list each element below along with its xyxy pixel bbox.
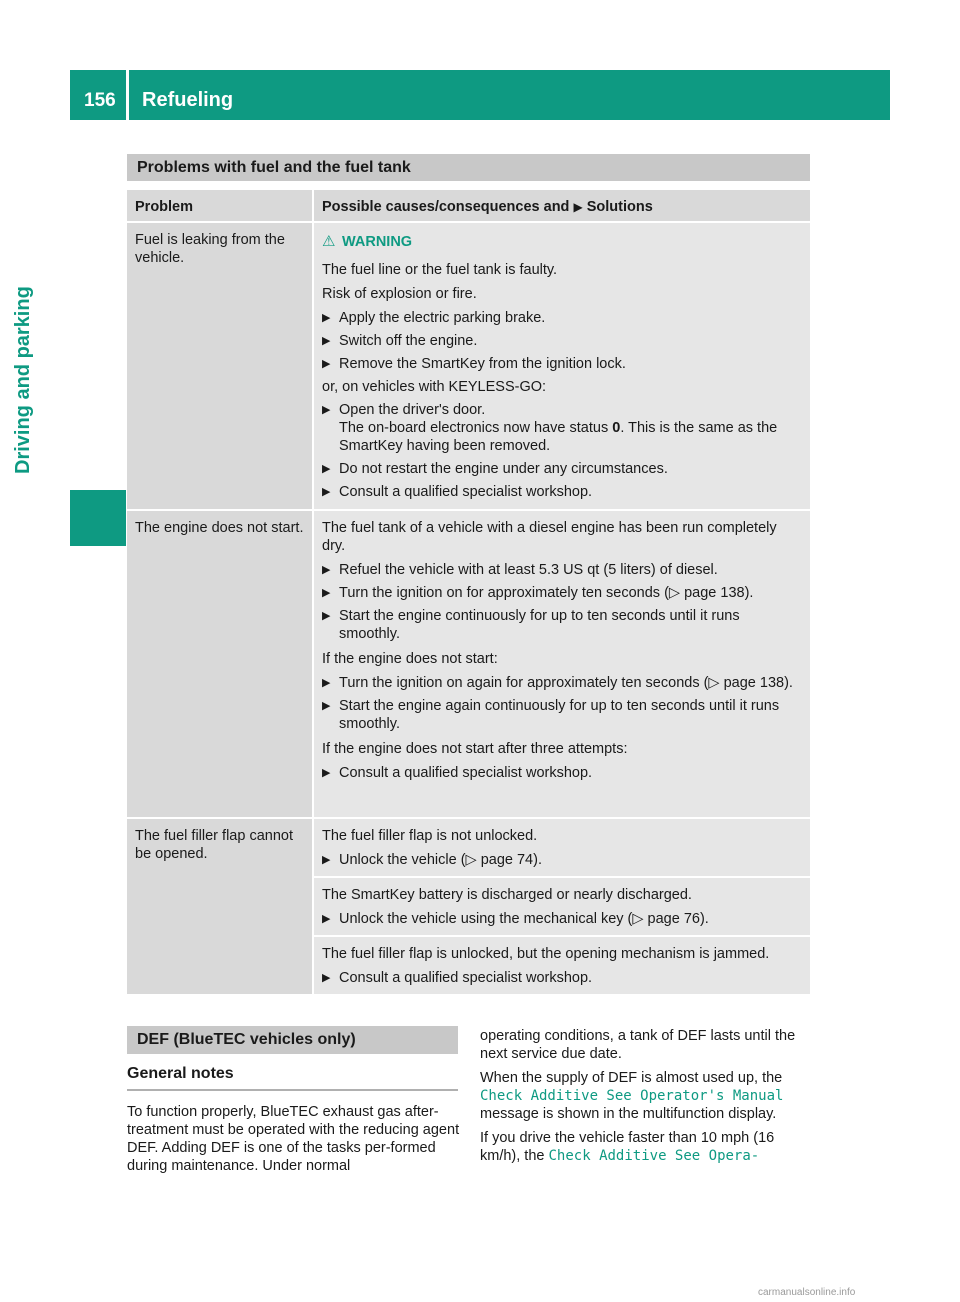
cause-line: Risk of explosion or fire. <box>322 286 477 302</box>
step-text: Consult a qualified specialist workshop. <box>339 484 593 500</box>
display-message: Check Additive See Opera‐ <box>548 1148 760 1164</box>
side-tab-label: Driving and parking <box>12 286 34 474</box>
def-text: When the supply of DEF is almost used up, the <box>480 1070 783 1086</box>
step-arrow-icon: ▶ <box>322 404 331 416</box>
step-text: Switch off the engine. <box>339 333 478 349</box>
step-item <box>322 674 802 692</box>
step-arrow-icon: ▶ <box>322 564 331 576</box>
step-arrow-icon: ▶ <box>322 610 331 622</box>
warning-icon: ⚠ <box>322 233 336 250</box>
def-right-column <box>480 1027 812 1171</box>
fuel-problems-table <box>127 190 810 994</box>
cause-line: The fuel tank of a vehicle with a diesel engine has been run completely dry. <box>322 520 777 554</box>
step-arrow-icon: ▶ <box>322 463 331 475</box>
subheading-general-notes: General notes <box>127 1065 458 1091</box>
solution-cell <box>314 876 810 935</box>
problem-cell: The engine does not start. <box>127 509 314 817</box>
problem-cell: Fuel is leaking from the vehicle. <box>127 221 314 509</box>
def-paragraph <box>480 1129 812 1165</box>
column-header-solutions-suffix: Solutions <box>586 199 653 215</box>
table-row <box>127 817 810 876</box>
step-note: The on-board electronics now have status <box>339 420 613 436</box>
def-text: message is shown in the multifunction display. <box>480 1106 777 1122</box>
step-text: Consult a qualified specialist workshop. <box>339 970 593 986</box>
step-text: Apply the electric parking brake. <box>339 310 546 326</box>
step-item <box>322 584 802 602</box>
step-item <box>322 332 802 350</box>
step-arrow-icon: ▶ <box>322 677 331 689</box>
solution-cell <box>314 509 810 817</box>
step-arrow-icon: ▶ <box>322 767 331 779</box>
step-arrow-icon: ▶ <box>322 587 331 599</box>
table-row <box>127 221 810 509</box>
step-text: Turn the ignition on for approximately ten seconds (▷ page 138). <box>339 585 754 601</box>
status-value: 0 <box>612 420 621 436</box>
step-text: Turn the ignition on again for approximately ten seconds (▷ page 138). <box>339 675 793 691</box>
cause-line: The fuel filler flap is unlocked, but the opening mechanism is jammed. <box>322 946 770 962</box>
display-message: Check Additive See Operator's Manual <box>480 1088 784 1104</box>
footer-watermark: carmanualsonline.info <box>758 1287 856 1298</box>
def-intro-text: To function properly, BlueTEC exhaust gas after-treatment must be operated with the reducing agent DEF. Adding DEF is one of the tasks per-formed during maintenance. Under normal <box>127 1104 460 1174</box>
step-arrow-icon: ▶ <box>322 972 331 984</box>
step-item <box>322 607 802 643</box>
solution-cell <box>314 935 810 994</box>
step-note: . This is the same as the SmartKey having been removed. <box>339 420 778 454</box>
step-arrow-icon: ▶ <box>322 312 331 324</box>
section-heading-fuel-problems: Problems with fuel and the fuel tank <box>127 154 810 181</box>
solution-cell <box>314 817 810 876</box>
step-item <box>322 969 802 987</box>
table-row <box>127 509 810 817</box>
step-text: Unlock the vehicle using the mechanical key (▷ page 76). <box>339 911 709 927</box>
step-arrow-icon: ▶ <box>322 913 331 925</box>
step-text: Refuel the vehicle with at least 5.3 US qt (5 liters) of diesel. <box>339 562 718 578</box>
table-header-row <box>127 190 810 221</box>
step-item <box>322 460 802 478</box>
def-paragraph <box>480 1069 812 1123</box>
cause-line: The fuel line or the fuel tank is faulty. <box>322 262 558 278</box>
step-text: Remove the SmartKey from the ignition lock. <box>339 356 626 372</box>
step-item <box>322 561 802 579</box>
condition-line: If the engine does not start: <box>322 651 498 667</box>
step-item <box>322 910 802 928</box>
chapter-title: Refueling <box>142 89 234 111</box>
column-header-solutions <box>314 190 810 221</box>
column-header-solutions-prefix: Possible causes/consequences and <box>322 199 570 215</box>
step-text: Do not restart the engine under any circumstances. <box>339 461 668 477</box>
step-arrow-icon: ▶ <box>322 358 331 370</box>
step-arrow-icon: ▶ <box>322 700 331 712</box>
def-paragraph: operating conditions, a tank of DEF lasts until the next service due date. <box>480 1028 796 1062</box>
step-item <box>322 697 802 733</box>
step-item <box>322 309 802 327</box>
step-item <box>322 764 802 782</box>
step-text: Start the engine continuously for up to ten seconds until it runs smoothly. <box>339 608 740 642</box>
section-heading-def: DEF (BlueTEC vehicles only) <box>127 1026 458 1054</box>
step-text: Consult a qualified specialist workshop. <box>339 765 593 781</box>
solution-cell <box>314 221 810 509</box>
condition-line: If the engine does not start after three attempts: <box>322 741 628 757</box>
step-text: Unlock the vehicle (▷ page 74). <box>339 852 542 868</box>
or-line: or, on vehicles with KEYLESS-GO: <box>322 379 547 395</box>
step-item <box>322 851 802 869</box>
step-arrow-icon: ▶ <box>322 335 331 347</box>
step-text: Start the engine again continuously for up to ten seconds until it runs smoothly. <box>339 698 780 732</box>
cause-line: The fuel filler flap is not unlocked. <box>322 828 538 844</box>
solutions-arrow-icon: ▶ <box>573 200 583 214</box>
step-item <box>322 401 802 455</box>
step-item <box>322 355 802 373</box>
step-arrow-icon: ▶ <box>322 486 331 498</box>
column-header-problem: Problem <box>127 190 314 221</box>
problem-cell: The fuel filler flap cannot be opened. <box>127 817 314 994</box>
def-text: If you drive the vehicle faster than 10 mph (16 km/h), the <box>480 1130 775 1164</box>
header-separator <box>126 70 129 120</box>
step-text: Open the driver's door. <box>339 402 486 418</box>
warning-text: WARNING <box>342 234 413 250</box>
page-number: 156 <box>84 90 116 111</box>
warning-label <box>322 233 802 251</box>
step-arrow-icon: ▶ <box>322 854 331 866</box>
step-item <box>322 483 802 501</box>
side-tab-marker <box>70 490 126 546</box>
cause-line: The SmartKey battery is discharged or nearly discharged. <box>322 887 692 903</box>
